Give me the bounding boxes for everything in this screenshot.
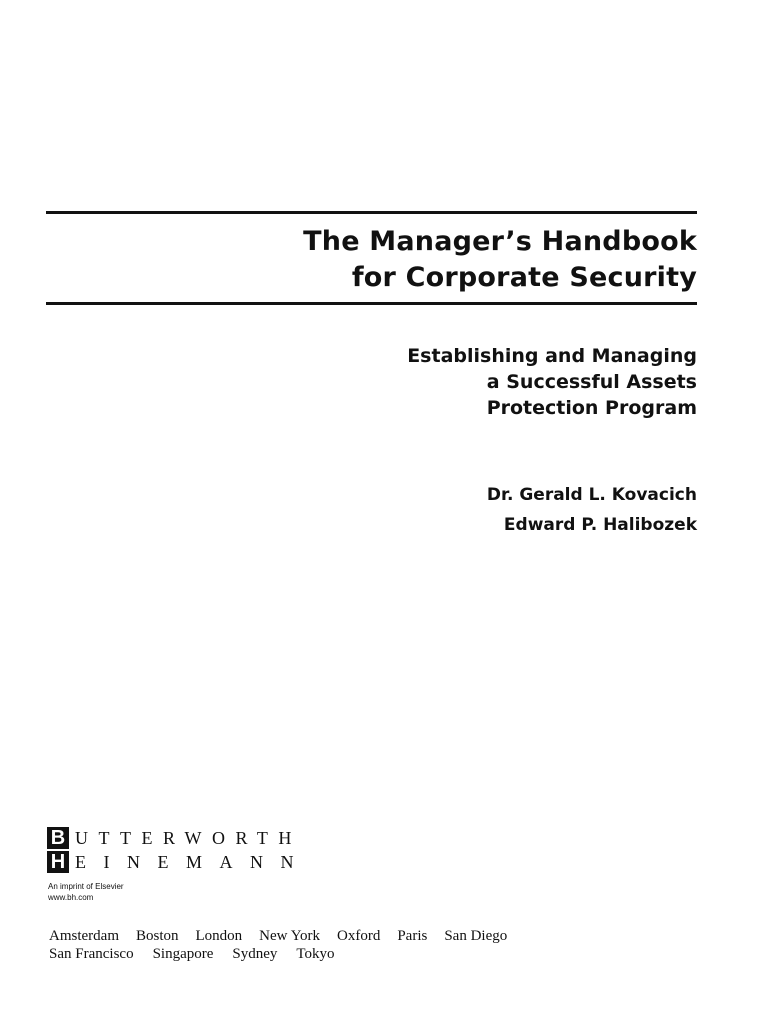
book-subtitle-line-1: Establishing and Managing bbox=[407, 345, 697, 367]
city-name: Oxford bbox=[337, 928, 381, 944]
publisher-logo bbox=[47, 826, 311, 874]
publisher-logo-word-heinemann: EINEMANN bbox=[75, 851, 311, 872]
book-title-line-1: The Manager’s Handbook bbox=[303, 226, 697, 257]
publisher-logo-initial-b: B bbox=[47, 827, 69, 849]
city-name: Paris bbox=[397, 928, 428, 944]
publisher-cities bbox=[49, 927, 507, 963]
book-title bbox=[303, 224, 697, 296]
city-name: Tokyo bbox=[296, 946, 335, 962]
city-name: New York bbox=[259, 928, 321, 944]
publisher-logo-row-heinemann bbox=[47, 850, 311, 873]
book-subtitle-line-2: a Successful Assets bbox=[486, 371, 697, 393]
author-name: Dr. Gerald L. Kovacich bbox=[486, 485, 697, 505]
city-row-2 bbox=[49, 945, 507, 963]
city-name: San Diego bbox=[444, 928, 508, 944]
city-name: London bbox=[195, 928, 243, 944]
book-title-line-2: for Corporate Security bbox=[351, 262, 697, 293]
city-name: Amsterdam bbox=[49, 928, 119, 944]
author-list bbox=[487, 480, 697, 540]
title-bottom-rule bbox=[46, 302, 697, 305]
book-subtitle-line-3: Protection Program bbox=[486, 397, 697, 419]
publisher-website: www.bh.com bbox=[48, 893, 94, 902]
city-name: Sydney bbox=[232, 946, 278, 962]
city-name: Boston bbox=[135, 928, 179, 944]
author-name: Edward P. Halibozek bbox=[503, 515, 697, 535]
publisher-logo-initial-h: H bbox=[47, 851, 69, 873]
title-top-rule bbox=[46, 211, 697, 214]
publisher-logo-row-butterworth bbox=[47, 826, 311, 849]
book-subtitle bbox=[407, 343, 697, 421]
imprint-text: An imprint of Elsevier bbox=[48, 882, 124, 891]
publisher-imprint bbox=[48, 881, 124, 903]
city-name: San Francisco bbox=[49, 946, 134, 962]
publisher-logo-word-butterworth: UTTERWORTH bbox=[75, 827, 302, 848]
city-name: Singapore bbox=[152, 946, 214, 962]
city-row-1 bbox=[49, 927, 507, 945]
